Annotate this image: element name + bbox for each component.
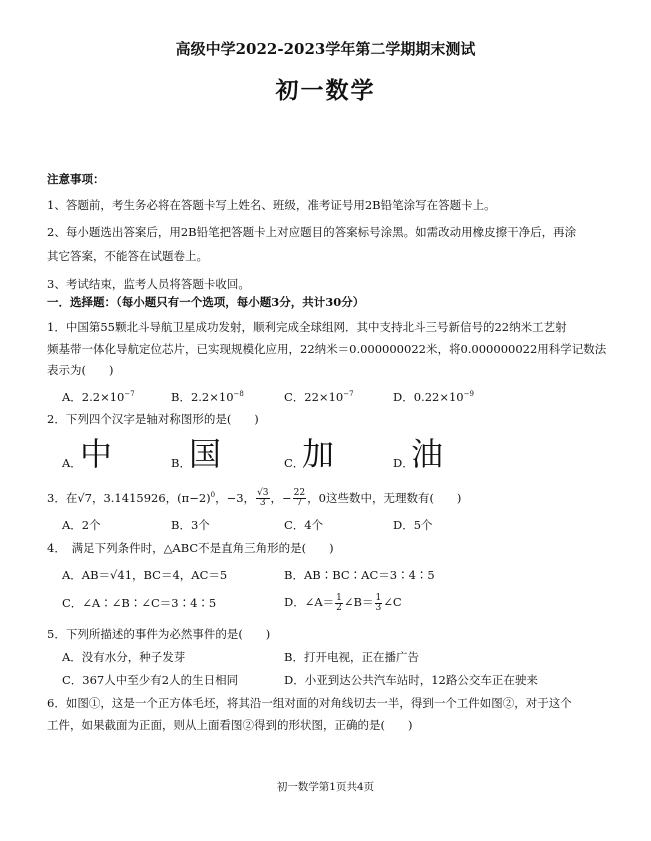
page-footer: 初一数学第1页共4页 — [276, 781, 375, 793]
q2-char-b: 国 — [189, 435, 222, 473]
q2-label-c: C． — [284, 456, 305, 470]
q5-option-b: B．打开电视，正在播广告 — [284, 650, 419, 664]
exam-subject: 初一数学 — [275, 77, 376, 104]
q1-option-d: D．$0.22\times 10^{-9}$ — [393, 390, 474, 404]
notice-heading: 注意事项： — [47, 172, 105, 186]
notice-item-2-line-2: 其它答案，不能答在试题卷上。 — [47, 249, 208, 263]
notice-item-3: 3、考试结束，监考人员将答题卡收回。 — [47, 277, 250, 291]
section-1-heading: 一．选择题：（每小题只有一个选项，每小题3分，共计30分） — [47, 295, 365, 309]
q3-fraction-22-7: $\frac{22}{7}$ — [293, 488, 306, 509]
q1-option-c: C．$22\times 10^{-7}$ — [284, 390, 354, 404]
exam-title: 高级中学2022-2023学年第二学期期末测试 — [175, 40, 476, 58]
q3-option-c: C．4个 — [284, 518, 324, 532]
q1-option-b: B．$2.2\times 10^{-8}$ — [171, 390, 244, 404]
q2-stem: 2．下列四个汉字是轴对称图形的是( ) — [47, 412, 259, 426]
notice-item-2-line-1: 2、每小题选出答案后，用2B铅笔把答题卡上对应题目的答案标号涂黑。如需改动用橡皮擦干净后，再涂 — [47, 225, 577, 239]
q2-label-b: B． — [171, 456, 191, 470]
q1-line-1: 1．中国第55颗北斗导航卫星成功发射，顺利完成全球组网．其中支持北斗三号新信号的22纳米工艺射 — [47, 320, 567, 334]
q5-stem: 5．下列所描述的事件为必然事件的是( ) — [47, 627, 271, 641]
q1-line-3: 表示为( ) — [47, 363, 114, 377]
q4-fraction-1-2: $\frac{1}{2}$ — [336, 592, 342, 613]
notice-item-1: 1、答题前，考生务必将在答题卡写上姓名、班级，准考证号用2B铅笔涂写在答题卡上。 — [47, 198, 496, 212]
q5-option-a: A．没有水分，种子发芽 — [62, 650, 186, 664]
q4-fraction-1-3: $\frac{1}{3}$ — [375, 592, 382, 613]
q3-option-a: A．2个 — [62, 518, 101, 532]
q4-option-d: D．∠A＝ $\frac{1}{2}$ ∠B＝ $\frac{1}{3}$ ∠C — [284, 592, 402, 613]
q4-option-a: A．AB＝√41，BC＝4，AC＝5 — [62, 568, 228, 582]
q3-option-b: B．3个 — [171, 518, 210, 532]
q4-option-b: B．AB∶BC∶AC＝3∶4∶5 — [284, 568, 435, 582]
q1-line-2: 频基带一体化导航定位芯片，已实现规模化应用，22纳米＝0.000000022米，将0.000000022用科学记数法 — [47, 342, 607, 356]
q2-char-c: 加 — [302, 435, 335, 473]
q3-fraction-root3: $\frac{√3}{3}$ — [257, 488, 269, 509]
q2-label-d: D． — [393, 456, 414, 470]
q5-option-d: D．小亚到达公共汽车站时，12路公交车正在驶来 — [284, 673, 538, 687]
q3-option-d: D．5个 — [393, 518, 433, 532]
q1-option-a: A．$2.2\times 10^{-7}$ — [62, 390, 135, 404]
q2-char-d: 油 — [411, 435, 444, 473]
q3-stem: 3．在√7，3.1415926，$(\pi-2)^0$，−3， $\frac{√3}{3}$ ，− $\frac{22}{7}$ ，0这些数中，无理数有( ) — [47, 488, 462, 509]
q2-char-a: 中 — [80, 435, 113, 473]
q2-label-a: A． — [62, 456, 82, 470]
q6-line-1: 6．如图①，这是一个正方体毛坯，将其沿一组对面的对角线切去一半，得到一个工件如图②，对于这个 — [47, 696, 572, 710]
q6-line-2: 工件，如果截面为正面，则从上面看图②得到的形状图，正确的是( ) — [47, 718, 413, 732]
q4-stem: 4． 满足下列条件时，△ABC不是直角三角形的是( ) — [47, 541, 334, 555]
q4-option-c: C．∠A∶∠B∶∠C＝3∶4∶5 — [62, 596, 217, 610]
q5-option-c: C．367人中至少有2人的生日相同 — [62, 673, 239, 687]
